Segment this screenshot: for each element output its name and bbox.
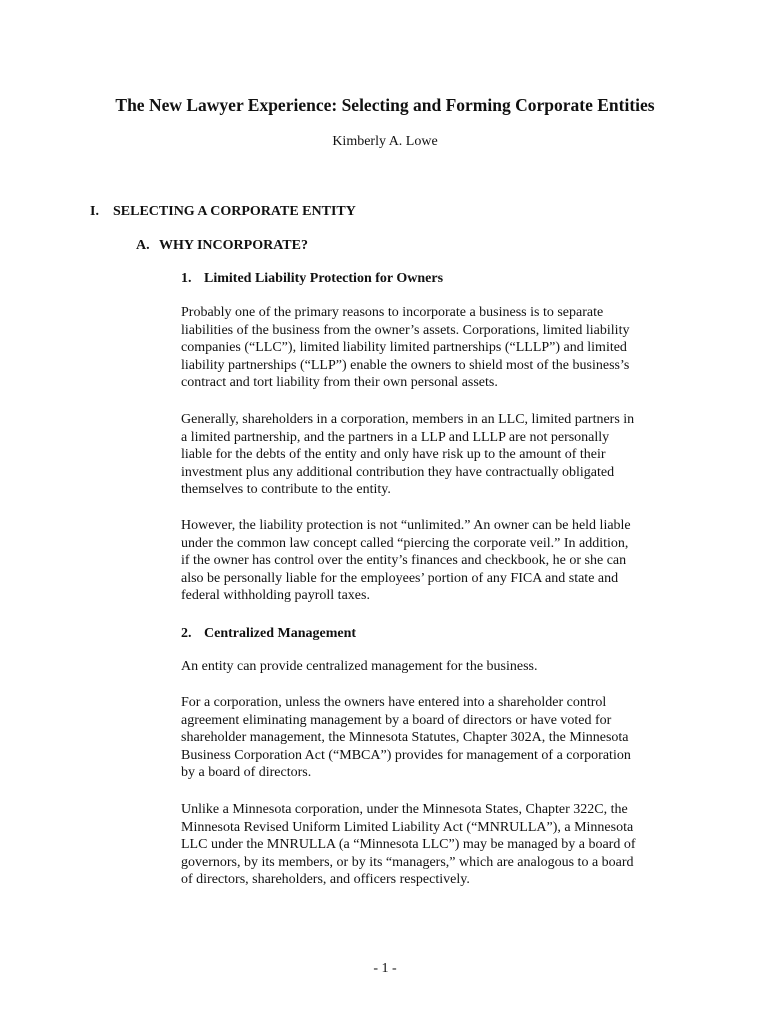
paragraph-line: liability partnerships (“LLP”) enable the owners to shield most of the business’s: [181, 357, 630, 373]
paragraph-line: agreement eliminating management by a board of directors or have voted for: [181, 712, 612, 728]
paragraph-line: governors, by its members, or by its “managers,” which are analogous to a board: [181, 854, 634, 870]
paragraph-line: also be personally liable for the employees’ portion of any FICA and state and: [181, 570, 619, 586]
topic-heading-2: [181, 624, 356, 644]
author-name: Kimberly A. Lowe: [332, 134, 438, 149]
paragraph-line: Probably one of the primary reasons to incorporate a business is to separate: [181, 305, 604, 320]
paragraph-line: federal withholding payroll taxes.: [181, 588, 370, 604]
paragraph-3: [181, 517, 681, 605]
subsection-title: WHY INCORPORATE?: [159, 238, 308, 253]
section-title: SELECTING A CORPORATE ENTITY: [113, 204, 356, 219]
paragraph-line: Generally, shareholders in a corporation, members in an LLC, limited partners in: [181, 412, 635, 427]
paragraph-6: [181, 801, 681, 889]
page-title: The New Lawyer Experience: Selecting and Forming Corporate Entities: [115, 95, 655, 115]
section-heading: [90, 202, 356, 222]
paragraph-5: [181, 694, 681, 782]
topic-heading-1: [181, 269, 443, 289]
paragraph-line: liabilities of the business from the owner’s assets. Corporations, limited liability: [181, 322, 630, 338]
paragraph-line: shareholder management, the Minnesota Statutes, Chapter 302A, the Minnesota: [181, 730, 629, 746]
topic-title-1: Limited Liability Protection for Owners: [204, 271, 444, 286]
subsection-number: A.: [136, 238, 150, 253]
paragraph-4: [181, 658, 681, 676]
paragraph-1: [181, 304, 681, 392]
paragraph-line: Unlike a Minnesota corporation, under the Minnesota States, Chapter 322C, the: [181, 802, 628, 817]
paragraph-line: Minnesota Revised Uniform Limited Liability Act (“MNRULLA”), a Minnesota: [181, 819, 634, 835]
paragraph-line: of directors, shareholders, and officers respectively.: [181, 872, 470, 888]
paragraph-line: companies (“LLC”), limited liability limited partnerships (“LLLP”) and limited: [181, 340, 627, 356]
paragraph-line: contract and tort liability from their own personal assets.: [181, 375, 498, 391]
paragraph-line: if the owner has control over the entity’s finances and checkbook, he or she can: [181, 553, 627, 569]
paragraph-line: a limited partnership, and the partners in a LLP and LLLP are not personally: [181, 429, 610, 445]
topic-number-1: 1.: [181, 271, 192, 286]
topic-title-2: Centralized Management: [204, 626, 357, 641]
topic-number-2: 2.: [181, 626, 192, 641]
subsection-heading: [136, 236, 308, 256]
paragraph-line: by a board of directors.: [181, 765, 312, 781]
paragraph-line: investment plus any additional contribution they have contractually obligated: [181, 464, 615, 480]
paragraph-line: themselves to contribute to the entity.: [181, 482, 391, 498]
paragraph-line: Business Corporation Act (“MBCA”) provides for management of a corporation: [181, 747, 631, 763]
paragraph-2: [181, 411, 681, 499]
paragraph-line: under the common law concept called “piercing the corporate veil.” In addition,: [181, 535, 629, 551]
paragraph-line: For a corporation, unless the owners have entered into a shareholder control: [181, 695, 607, 710]
paragraph-line: An entity can provide centralized management for the business.: [181, 659, 538, 674]
paragraph-line: LLC under the MNRULLA (a “Minnesota LLC”) may be managed by a board of: [181, 837, 636, 853]
paragraph-line: However, the liability protection is not “unlimited.” An owner can be held liable: [181, 518, 631, 533]
page-number: - 1 -: [373, 961, 397, 976]
section-number: I.: [90, 204, 99, 219]
paragraph-line: liable for the debts of the entity and only have risk up to the amount of their: [181, 447, 606, 463]
